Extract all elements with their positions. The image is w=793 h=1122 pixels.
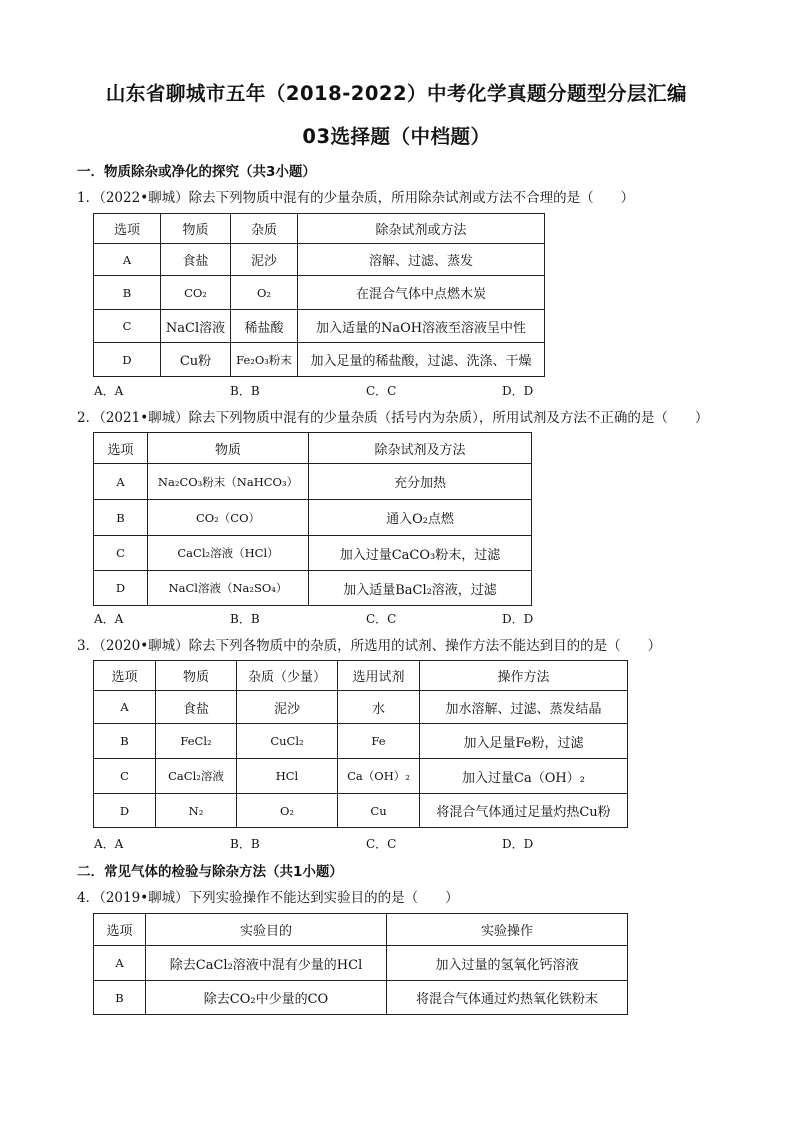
page-subtitle: 03选择题（中档题） — [302, 125, 491, 148]
table-cell: 将混合气体通过足量灼热Cu粉 — [420, 794, 628, 828]
table-cell: 加入足量的稀盐酸，过滤、洗涤、干燥 — [298, 343, 545, 377]
table-row — [94, 946, 628, 981]
option-label: A．A — [94, 612, 124, 626]
question-2-table — [93, 432, 532, 606]
page-title: 山东省聊城市五年（2018-2022）中考化学真题分题型分层汇编 — [105, 82, 688, 105]
table-header-cell: 选项 — [94, 661, 156, 691]
question-2-text: 2．（2021•聊城）除去下列物质中混有的少量杂质（括号内为杂质），所用试剂及方法不正确的是（ ） — [77, 410, 709, 426]
table-cell: Cu — [338, 794, 420, 828]
table-cell: A — [94, 464, 148, 500]
table-row — [94, 500, 532, 536]
table-cell: Na₂CO₃粉末（NaHCO₃） — [148, 464, 309, 500]
table-cell: Ca（OH）₂ — [338, 759, 420, 794]
table-row — [94, 794, 628, 828]
table-cell: D — [94, 794, 156, 828]
table-header-cell: 物质 — [161, 214, 231, 244]
table-cell: N₂ — [156, 794, 237, 828]
table-cell: 溶解、过滤、蒸发 — [298, 244, 545, 276]
table-row — [94, 310, 545, 343]
table-cell: CO₂（CO） — [148, 500, 309, 536]
table-cell: 加入过量CaCO₃粉末，过滤 — [309, 536, 532, 571]
option-label: A．A — [94, 837, 124, 851]
table-cell: C — [94, 536, 148, 571]
table-header-cell: 除杂试剂或方法 — [298, 214, 545, 244]
question-1-text: 1．（2022•聊城）除去下列物质中混有的少量杂质，所用除杂试剂或方法不合理的是（ ） — [77, 190, 635, 206]
table-cell: NaCl溶液（Na₂SO₄） — [148, 571, 309, 606]
option-label: D．D — [502, 384, 534, 398]
option-label: C．C — [366, 384, 397, 398]
table-cell: 将混合气体通过灼热氧化铁粉末 — [387, 981, 628, 1015]
table-cell: CaCl₂溶液（HCl） — [148, 536, 309, 571]
table-cell: Fe₂O₃粉末 — [231, 343, 298, 377]
table-row — [94, 571, 532, 606]
table-cell: D — [94, 343, 161, 377]
table-header-cell: 杂质（少量） — [237, 661, 338, 691]
table-cell: 通入O₂点燃 — [309, 500, 532, 536]
table-header-cell: 实验目的 — [146, 914, 387, 946]
table-cell: 加入适量BaCl₂溶液，过滤 — [309, 571, 532, 606]
table-row — [94, 536, 532, 571]
table-cell: 泥沙 — [237, 691, 338, 724]
table-cell: 食盐 — [161, 244, 231, 276]
table-row — [94, 981, 628, 1015]
table-header-cell: 操作方法 — [420, 661, 628, 691]
table-cell: FeCl₂ — [156, 724, 237, 759]
table-cell: 加入适量的NaOH溶液至溶液呈中性 — [298, 310, 545, 343]
table-cell: A — [94, 946, 146, 981]
table-cell: 加入足量Fe粉，过滤 — [420, 724, 628, 759]
option-label: A．A — [94, 384, 124, 398]
table-row — [94, 691, 628, 724]
question-4-text: 4．（2019•聊城）下列实验操作不能达到实验目的的是（ ） — [77, 890, 459, 906]
option-label: C．C — [366, 612, 397, 626]
table-cell: Fe — [338, 724, 420, 759]
table-cell: 稀盐酸 — [231, 310, 298, 343]
table-header-cell: 选项 — [94, 914, 146, 946]
question-3-text: 3．（2020•聊城）除去下列各物质中的杂质，所选用的试剂、操作方法不能达到目的的是（ ） — [77, 638, 662, 654]
table-row — [94, 464, 532, 500]
table-header-cell: 选项 — [94, 433, 148, 464]
table-row — [94, 343, 545, 377]
table-cell: B — [94, 724, 156, 759]
table-cell: 加水溶解、过滤、蒸发结晶 — [420, 691, 628, 724]
table-cell: 水 — [338, 691, 420, 724]
option-label: C．C — [366, 837, 397, 851]
section-heading-1: 一．物质除杂或净化的探究（共3小题） — [77, 164, 316, 180]
table-cell: O₂ — [231, 276, 298, 310]
table-cell: B — [94, 981, 146, 1015]
table-cell: 充分加热 — [309, 464, 532, 500]
table-cell: 加入过量Ca（OH）₂ — [420, 759, 628, 794]
table-cell: 食盐 — [156, 691, 237, 724]
table-header-cell: 除杂试剂及方法 — [309, 433, 532, 464]
section-heading-2: 二．常见气体的检验与除杂方法（共1小题） — [77, 864, 343, 880]
table-cell: D — [94, 571, 148, 606]
table-cell: CuCl₂ — [237, 724, 338, 759]
question-1-table — [93, 213, 545, 377]
option-label: B．B — [230, 837, 260, 851]
table-cell: C — [94, 759, 156, 794]
table-row — [94, 244, 545, 276]
table-header-cell: 选用试剂 — [338, 661, 420, 691]
option-label: B．B — [230, 384, 260, 398]
table-cell: CO₂ — [161, 276, 231, 310]
table-cell: 除去CaCl₂溶液中混有少量的HCl — [146, 946, 387, 981]
table-cell: O₂ — [237, 794, 338, 828]
table-cell: 除去CO₂中少量的CO — [146, 981, 387, 1015]
table-cell: 泥沙 — [231, 244, 298, 276]
table-cell: C — [94, 310, 161, 343]
table-row — [94, 759, 628, 794]
table-cell: 在混合气体中点燃木炭 — [298, 276, 545, 310]
table-header-cell: 选项 — [94, 214, 161, 244]
option-label: D．D — [502, 612, 534, 626]
table-cell: HCl — [237, 759, 338, 794]
table-cell: 加入过量的氢氧化钙溶液 — [387, 946, 628, 981]
table-header-cell: 物质 — [156, 661, 237, 691]
table-row — [94, 724, 628, 759]
table-header-cell: 物质 — [148, 433, 309, 464]
option-label: B．B — [230, 612, 260, 626]
table-header-cell: 杂质 — [231, 214, 298, 244]
table-cell: A — [94, 691, 156, 724]
table-cell: A — [94, 244, 161, 276]
table-cell: CaCl₂溶液 — [156, 759, 237, 794]
table-row — [94, 276, 545, 310]
question-4-table — [93, 913, 628, 1015]
table-cell: B — [94, 276, 161, 310]
table-cell: B — [94, 500, 148, 536]
question-3-table — [93, 660, 628, 828]
table-cell: Cu粉 — [161, 343, 231, 377]
option-label: D．D — [502, 837, 534, 851]
table-cell: NaCl溶液 — [161, 310, 231, 343]
table-header-cell: 实验操作 — [387, 914, 628, 946]
